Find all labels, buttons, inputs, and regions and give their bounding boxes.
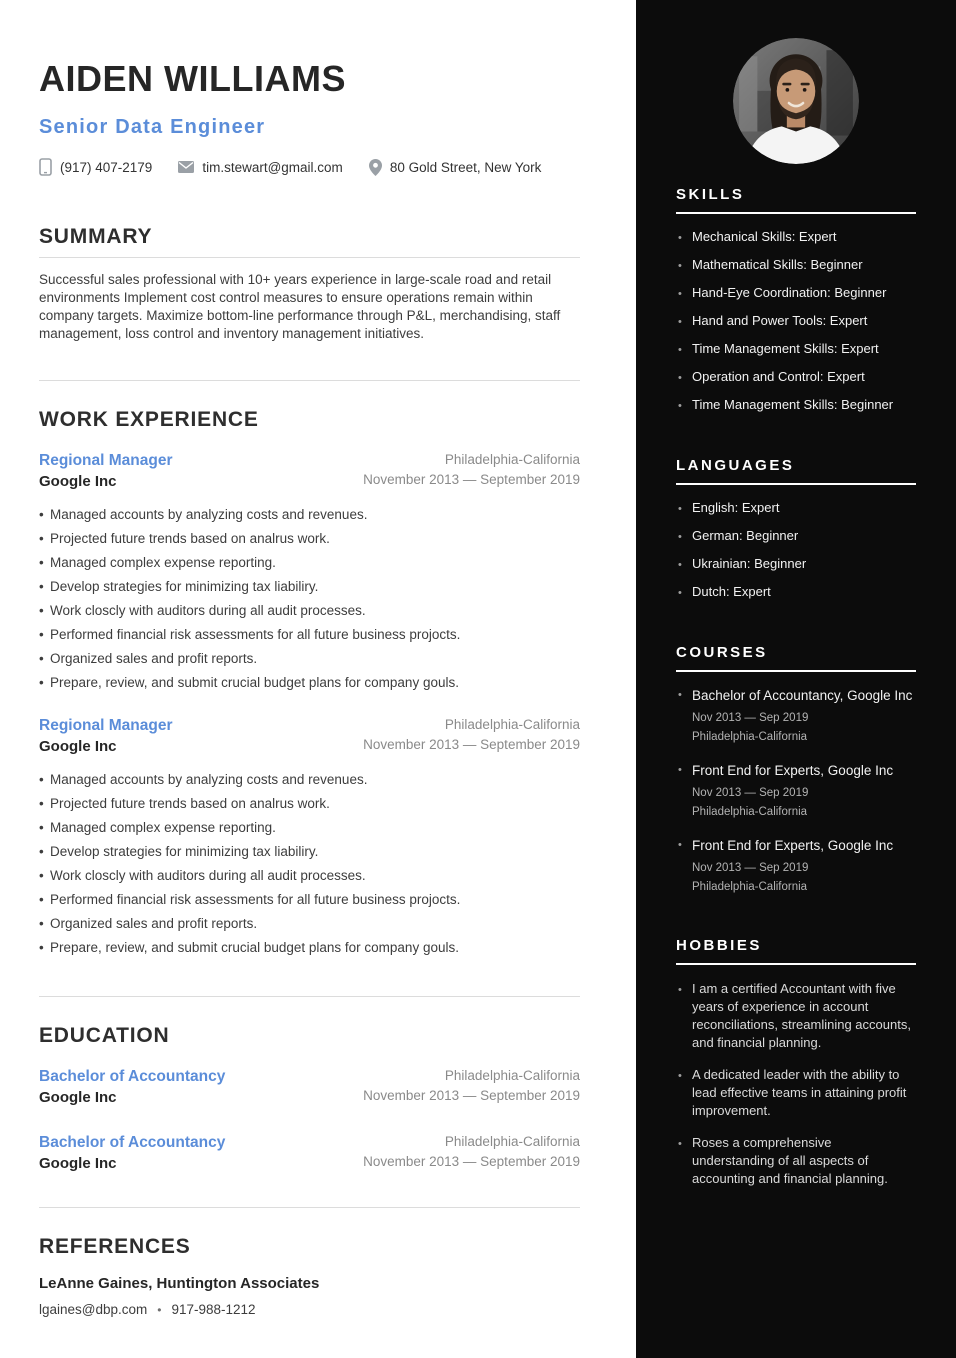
email-address: tim.stewart@gmail.com — [202, 159, 343, 175]
work-bullet: • Organized sales and profit reports. — [39, 915, 580, 932]
education-dates: November 2013 — September 2019 — [363, 1154, 580, 1169]
hobby-item: • Roses a comprehensive understanding of all aspects of accounting and financial planning. — [676, 1134, 916, 1188]
work-role: Regional Manager — [39, 717, 173, 734]
work-bullet: • Work closcly with auditors during all audit processes. — [39, 867, 580, 884]
reference-contact-line — [39, 1302, 580, 1317]
course-item — [676, 687, 916, 743]
course-title: • Front End for Experts, Google Inc — [692, 763, 894, 778]
education-degree: Bachelor of Accountancy — [39, 1068, 226, 1085]
courses-section — [676, 644, 916, 893]
course-title: • Front End for Experts, Google Inc — [692, 838, 894, 853]
section-divider — [39, 1207, 580, 1208]
work-entry-header — [39, 450, 580, 492]
work-bullet: • Develop strategies for minimizing tax liabiliry. — [39, 843, 580, 860]
summary-section — [39, 225, 580, 343]
education-location: Philadelphia-California — [444, 1134, 580, 1149]
separator-dot: • — [157, 1302, 162, 1317]
profile-photo — [733, 38, 859, 164]
skills-heading: SKILLS — [676, 186, 916, 214]
phone-number: (917) 407-2179 — [60, 159, 153, 175]
skill-item: • Operation and Control: Expert — [676, 369, 916, 385]
skill-item: • Time Management Skills: Beginner — [676, 397, 916, 413]
language-item: • Dutch: Expert — [676, 584, 916, 600]
course-location: Philadelphia-California — [692, 806, 808, 818]
hobbies-heading: HOBBIES — [676, 937, 916, 965]
skill-item: • Hand and Power Tools: Expert — [676, 313, 916, 329]
work-bullet: • Prepare, review, and submit crucial budget plans for company gouls. — [39, 674, 580, 691]
work-company: Google Inc — [39, 473, 117, 490]
sidebar — [636, 0, 956, 1358]
courses-list — [676, 687, 916, 893]
course-dates: Nov 2013 — Sep 2019 — [692, 787, 809, 799]
work-dates: November 2013 — September 2019 — [363, 737, 580, 752]
education-entry — [39, 1132, 580, 1174]
work-role: Regional Manager — [39, 452, 173, 469]
work-entry-header — [39, 715, 580, 757]
reference-name: LeAnne Gaines, Huntington Associates — [39, 1275, 320, 1292]
work-bullet: • Projected future trends based on analrus work. — [39, 530, 580, 547]
work-bullet: • Managed accounts by analyzing costs and revenues. — [39, 506, 580, 523]
location-pin-icon — [369, 159, 382, 176]
education-entry — [39, 1066, 580, 1108]
education-heading: EDUCATION — [39, 1024, 170, 1047]
hobbies-section — [676, 937, 916, 1188]
language-item: • German: Beginner — [676, 528, 916, 544]
education-school: Google Inc — [39, 1155, 117, 1172]
phone-icon — [39, 158, 52, 176]
course-item — [676, 762, 916, 818]
work-entry — [39, 450, 580, 691]
hobby-item: • A dedicated leader with the ability to lead effective teams in attaining profit improvement. — [676, 1066, 916, 1120]
section-divider — [39, 380, 580, 381]
work-bullet: • Projected future trends based on analrus work. — [39, 795, 580, 812]
summary-text: Successful sales professional with 10+ years experience in large-scale road and retail environments Implement cost control measures to ensure operations remain within company targets. Maximize bottom-line performance through P&L, merchandising, staff management, loss control and inventory management initiatives. — [39, 272, 561, 341]
summary-heading: SUMMARY — [39, 225, 580, 258]
skills-list — [676, 229, 916, 413]
contact-phone — [39, 158, 152, 176]
skill-item: • Mechanical Skills: Expert — [676, 229, 916, 245]
work-bullet: • Managed complex expense reporting. — [39, 819, 580, 836]
work-bullet: • Performed financial risk assessments for all future business projocts. — [39, 626, 580, 643]
job-title: Senior Data Engineer — [39, 116, 266, 138]
work-entry — [39, 715, 580, 956]
languages-list — [676, 500, 916, 600]
skill-item: • Mathematical Skills: Beginner — [676, 257, 916, 273]
language-item: • Ukrainian: Beginner — [676, 556, 916, 572]
language-item: • English: Expert — [676, 500, 916, 516]
contact-row — [39, 158, 580, 176]
work-experience-section — [39, 408, 580, 956]
contact-address — [369, 159, 542, 176]
course-title: • Bachelor of Accountancy, Google Inc — [692, 688, 913, 703]
work-bullet: • Develop strategies for minimizing tax liabiliry. — [39, 578, 580, 595]
work-bullet: • Managed accounts by analyzing costs and revenues. — [39, 771, 580, 788]
section-divider — [39, 996, 580, 997]
education-section — [39, 1024, 580, 1174]
languages-heading: LANGUAGES — [676, 457, 916, 485]
work-experience-heading: WORK EXPERIENCE — [39, 408, 259, 431]
work-location: Philadelphia-California — [444, 717, 580, 732]
reference-phone: 917-988-1212 — [171, 1302, 256, 1317]
work-company: Google Inc — [39, 738, 117, 755]
street-address: 80 Gold Street, New York — [389, 159, 542, 175]
courses-heading: COURSES — [676, 644, 916, 672]
person-name: AIDEN WILLIAMS — [39, 58, 346, 99]
education-location: Philadelphia-California — [444, 1068, 580, 1083]
hobby-item: • I am a certified Accountant with five years of experience in account reconciliations, streamlining accounts, and financial planning. — [676, 980, 916, 1052]
education-school: Google Inc — [39, 1089, 117, 1106]
course-location: Philadelphia-California — [692, 881, 808, 893]
work-bullet: • Performed financial risk assessments for all future business projocts. — [39, 891, 580, 908]
work-bullet: • Organized sales and profit reports. — [39, 650, 580, 667]
work-dates: November 2013 — September 2019 — [363, 472, 580, 487]
course-dates: Nov 2013 — Sep 2019 — [692, 712, 809, 724]
skill-item: • Hand-Eye Coordination: Beginner — [676, 285, 916, 301]
course-dates: Nov 2013 — Sep 2019 — [692, 862, 809, 874]
education-dates: November 2013 — September 2019 — [363, 1088, 580, 1103]
skills-section — [676, 186, 916, 413]
work-bullet: • Prepare, review, and submit crucial budget plans for company gouls. — [39, 939, 580, 956]
skill-item: • Time Management Skills: Expert — [676, 341, 916, 357]
references-heading: REFERENCES — [39, 1235, 191, 1258]
contact-email — [178, 160, 342, 175]
references-section — [39, 1235, 580, 1317]
work-bullet-list — [39, 771, 580, 956]
work-bullet: • Work closcly with auditors during all audit processes. — [39, 602, 580, 619]
education-degree: Bachelor of Accountancy — [39, 1134, 226, 1151]
course-item — [676, 837, 916, 893]
email-icon — [178, 161, 194, 173]
work-location: Philadelphia-California — [444, 452, 580, 467]
course-location: Philadelphia-California — [692, 731, 808, 743]
work-bullet-list — [39, 506, 580, 691]
work-bullet: • Managed complex expense reporting. — [39, 554, 580, 571]
reference-email: lgaines@dbp.com — [39, 1302, 148, 1317]
hobbies-list — [676, 980, 916, 1188]
languages-section — [676, 457, 916, 600]
